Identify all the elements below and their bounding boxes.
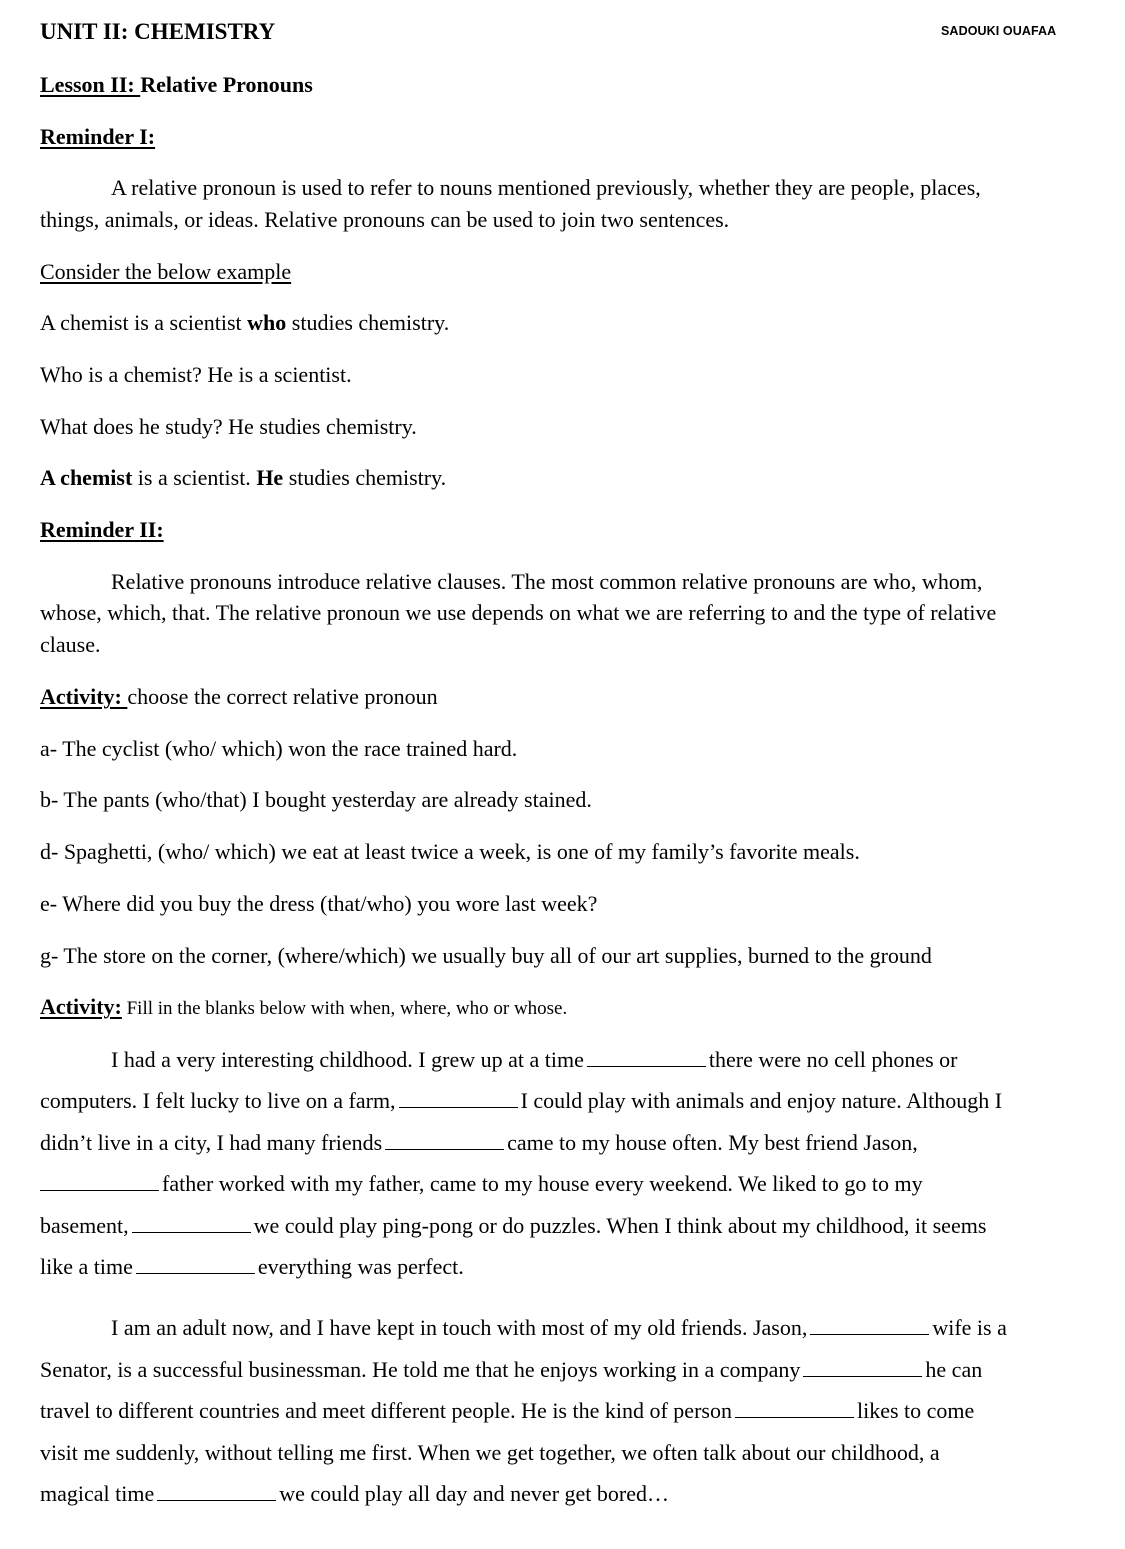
reminder2-text-line1: Relative pronouns introduce relative clauses. The most common relative pronouns are who, whom, — [111, 569, 983, 594]
lesson-title — [40, 72, 313, 98]
fill-blank-3[interactable] — [385, 1132, 504, 1150]
passage2-line — [111, 1315, 1007, 1341]
activity1-instruction: choose the correct relative pronoun — [127, 684, 438, 709]
passage-text: came to my house often. My best friend Jason, — [507, 1130, 918, 1155]
author-name: SADOUKI OUAFAA — [941, 24, 1057, 38]
passage-text: likes to come — [856, 1398, 975, 1423]
lesson-label: Lesson II: — [40, 72, 141, 97]
passage-text: travel to different countries and meet different people. He is the kind of person — [40, 1398, 732, 1423]
passage-text: I had a very interesting childhood. I grew up at a time — [111, 1047, 584, 1072]
activity2-heading — [40, 994, 567, 1022]
reminder2-text-line2: whose, which, that. The relative pronoun we use depends on what we are referring to and the type of relative — [40, 600, 997, 625]
example-sentence-3: What does he study? He studies chemistry. — [40, 414, 417, 439]
passage1-line — [40, 1171, 923, 1197]
fill-blank-9[interactable] — [735, 1400, 854, 1418]
passage-text: didn’t live in a city, I had many friends — [40, 1130, 383, 1155]
fill-blank-6[interactable] — [136, 1256, 255, 1274]
example-text: is a scientist. — [132, 465, 257, 490]
passage-text: father worked with my father, came to my house every weekend. We liked to go to my — [162, 1171, 923, 1196]
example-text: A chemist is a scientist — [40, 310, 248, 335]
passage-text: wife is a — [932, 1315, 1007, 1340]
passage1-line — [40, 1254, 464, 1280]
example-bold-pronoun: who — [247, 310, 287, 335]
activity1-label: Activity: — [40, 684, 128, 709]
passage-text: I am an adult now, and I have kept in touch with most of my old friends. Jason, — [111, 1315, 808, 1340]
activity2-label: Activity: — [40, 994, 122, 1019]
example-text: studies chemistry. — [286, 310, 450, 335]
passage-text: we could play ping-pong or do puzzles. When I think about my childhood, it seems — [253, 1213, 987, 1238]
passage-text: he can — [925, 1357, 983, 1382]
passage2-line — [40, 1481, 669, 1507]
reminder2-text-line3: clause. — [40, 632, 101, 657]
fill-blank-8[interactable] — [803, 1359, 922, 1377]
fill-blank-4[interactable] — [40, 1173, 159, 1191]
passage-text: everything was perfect. — [257, 1254, 464, 1279]
example-bold-pronoun: He — [256, 465, 284, 490]
activity2-instruction: Fill in the blanks below with when, where, who or whose. — [121, 998, 568, 1019]
passage-text: I could play with animals and enjoy nature. Although I — [520, 1088, 1003, 1113]
activity1-heading — [40, 684, 438, 710]
fill-blank-7[interactable] — [810, 1317, 929, 1335]
passage1-line — [40, 1213, 986, 1239]
fill-blank-5[interactable] — [132, 1215, 251, 1233]
lesson-name: Relative Pronouns — [140, 72, 313, 97]
fill-blank-10[interactable] — [157, 1483, 276, 1501]
reminder2-heading: Reminder II: — [40, 517, 164, 542]
example-sentence-4 — [40, 465, 446, 491]
unit-title: UNIT II: CHEMISTRY — [40, 19, 276, 44]
passage-text: basement, — [40, 1213, 129, 1238]
passage1-line — [40, 1088, 1002, 1114]
passage2-line — [40, 1357, 982, 1383]
passage2-line: visit me suddenly, without telling me first. When we get together, we often talk about our childhood, a — [40, 1440, 940, 1465]
example-sentence-2: Who is a chemist? He is a scientist. — [40, 362, 352, 387]
activity1-item-g: g- The store on the corner, (where/which) we usually buy all of our art supplies, burned to the ground — [40, 943, 932, 968]
activity1-item-a: a- The cyclist (who/ which) won the race trained hard. — [40, 736, 518, 761]
reminder1-heading: Reminder I: — [40, 124, 156, 149]
activity1-item-e: e- Where did you buy the dress (that/who) you wore last week? — [40, 891, 598, 916]
example-sentence-1 — [40, 310, 449, 336]
passage-text: there were no cell phones or — [708, 1047, 958, 1072]
activity1-item-d: d- Spaghetti, (who/ which) we eat at least twice a week, is one of my family’s favorite meals. — [40, 839, 860, 864]
reminder1-text-line2: things, animals, or ideas. Relative pronouns can be used to join two sentences. — [40, 207, 730, 232]
reminder1-text-line1: A relative pronoun is used to refer to nouns mentioned previously, whether they are people, places, — [111, 175, 981, 200]
example-text: studies chemistry. — [283, 465, 447, 490]
passage2-line — [40, 1398, 974, 1424]
activity1-item-b: b- The pants (who/that) I bought yesterday are already stained. — [40, 787, 592, 812]
passage-text: like a time — [40, 1254, 133, 1279]
example-heading: Consider the below example — [40, 259, 292, 284]
passage-text: computers. I felt lucky to live on a farm, — [40, 1088, 396, 1113]
passage1-line — [111, 1047, 957, 1073]
passage-text: we could play all day and never get bored… — [279, 1481, 669, 1506]
example-bold-subject: A chemist — [40, 465, 133, 490]
passage-text: Senator, is a successful businessman. He told me that he enjoys working in a company — [40, 1357, 801, 1382]
fill-blank-2[interactable] — [399, 1090, 518, 1108]
passage-text: magical time — [40, 1481, 155, 1506]
passage1-line — [40, 1130, 918, 1156]
fill-blank-1[interactable] — [587, 1049, 706, 1067]
